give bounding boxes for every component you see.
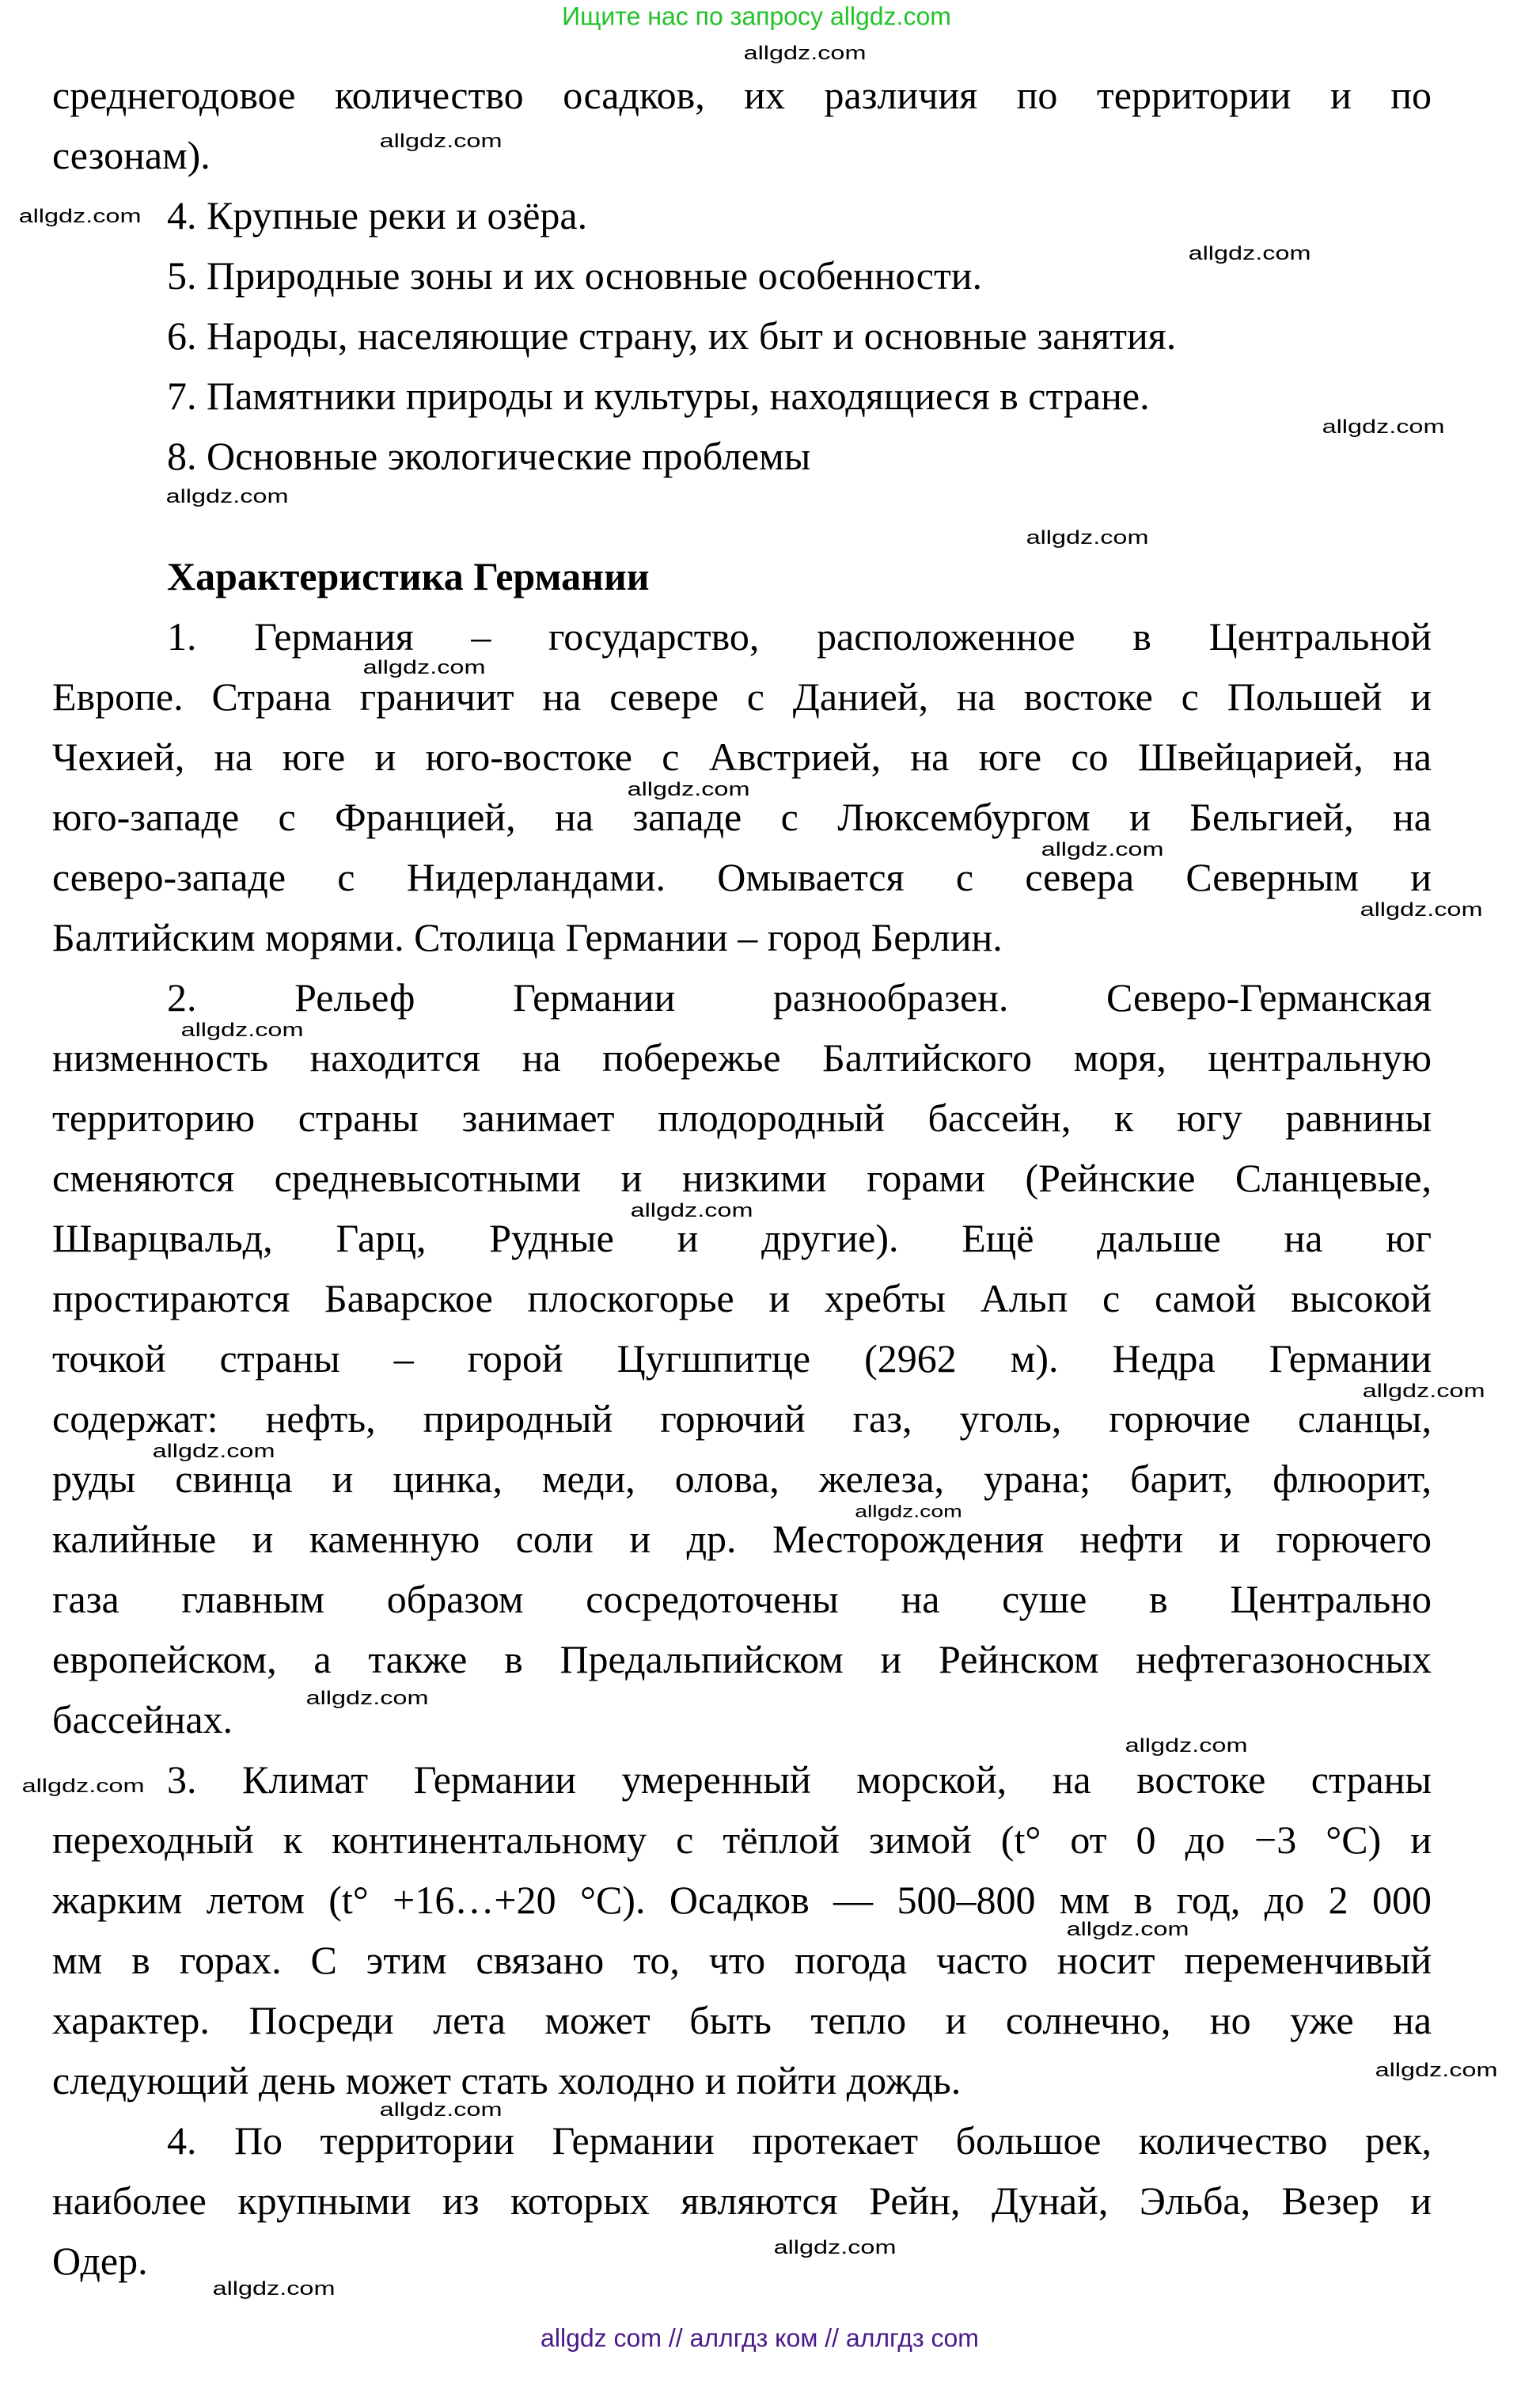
watermark: allgdz.com bbox=[1375, 2060, 1498, 2081]
watermark: allgdz.com bbox=[1188, 243, 1311, 264]
text-line: калийные и каменную соли и др. Месторождения нефти и горючего bbox=[52, 1517, 1432, 1561]
text-line: Шварцвальд, Гарц, Рудные и другие). Ещё дальше на юг bbox=[52, 1216, 1432, 1260]
text-line: 4. По территории Германии протекает большое количество рек, bbox=[167, 2118, 1432, 2163]
text-line: юго-западе с Францией, на западе с Люксембургом и Бельгией, на bbox=[52, 795, 1432, 839]
text-line: сменяются средневысотными и низкими горами (Рейнские Сланцевые, bbox=[52, 1156, 1432, 1200]
watermark: allgdz.com bbox=[627, 779, 750, 800]
text-line: мм в горах. С этим связано то, что погода часто носит переменчивый bbox=[52, 1938, 1432, 1982]
watermark: allgdz.com bbox=[1041, 839, 1164, 860]
text-line: содержат: нефть, природный горючий газ, уголь, горючие сланцы, bbox=[52, 1396, 1432, 1441]
watermark: allgdz.com bbox=[855, 1502, 962, 1521]
text-line: низменность находится на побережье Балтийского моря, центральную bbox=[52, 1035, 1432, 1080]
watermark: allgdz.com bbox=[773, 2237, 897, 2258]
text-line: среднегодовое количество осадков, их различия по территории и по bbox=[52, 73, 1432, 117]
section-heading: Характеристика Германии bbox=[167, 554, 650, 598]
text-line: северо-западе с Нидерландами. Омывается с севера Северным и bbox=[52, 855, 1432, 899]
watermark: allgdz.com bbox=[1322, 416, 1445, 438]
watermark: allgdz.com bbox=[212, 2278, 336, 2300]
text-line: сезонам). bbox=[52, 133, 211, 177]
list-item: 5. Природные зоны и их основные особенности. bbox=[167, 253, 983, 298]
text-line: руды свинца и цинка, меди, олова, железа, урана; барит, флюорит, bbox=[52, 1457, 1432, 1501]
watermark: allgdz.com bbox=[1066, 1919, 1189, 1940]
text-line: территорию страны занимает плодородный бассейн, к югу равнины bbox=[52, 1096, 1432, 1140]
text-line: бассейнах. bbox=[52, 1697, 233, 1742]
text-line: Одер. bbox=[52, 2239, 148, 2283]
text-line: жарким летом (t° +16…+20 °C). Осадков — 500–800 мм в год, до 2 000 bbox=[52, 1878, 1432, 1922]
text-line: следующий день может стать холодно и пойти дождь. bbox=[52, 2058, 962, 2102]
top-search-banner: Ищите нас по запросу allgdz.com bbox=[562, 2, 951, 31]
watermark: allgdz.com bbox=[180, 1020, 304, 1041]
document-body bbox=[52, 65, 1432, 2291]
text-line: Европе. Страна граничит на севере с Данией, на востоке с Польшей и bbox=[52, 674, 1432, 719]
list-item: 6. Народы, населяющие страну, их быт и основные занятия. bbox=[167, 313, 1177, 358]
watermark: allgdz.com bbox=[379, 2099, 503, 2121]
watermark: allgdz.com bbox=[630, 1200, 753, 1221]
watermark: allgdz.com bbox=[379, 131, 503, 152]
watermark: allgdz.com bbox=[21, 1776, 145, 1797]
watermark: allgdz.com bbox=[18, 206, 142, 227]
text-line: газа главным образом сосредоточены на суше в Центрально bbox=[52, 1577, 1432, 1621]
text-line: 2. Рельеф Германии разнообразен. Северо-Германская bbox=[167, 975, 1432, 1020]
text-line: точкой страны – горой Цугшпитце (2962 м). Недра Германии bbox=[52, 1336, 1432, 1381]
watermark: allgdz.com bbox=[743, 43, 867, 64]
watermark: allgdz.com bbox=[305, 1688, 429, 1709]
watermark: allgdz.com bbox=[165, 486, 289, 507]
text-line: европейском, а также в Предальпийском и Рейнском нефтегазоносных bbox=[52, 1637, 1432, 1681]
text-line: Балтийским морями. Столица Германии – город Берлин. bbox=[52, 915, 1003, 959]
list-item: 8. Основные экологические проблемы bbox=[167, 434, 811, 478]
watermark: allgdz.com bbox=[1360, 899, 1483, 921]
list-item: 7. Памятники природы и культуры, находящиеся в стране. bbox=[167, 374, 1150, 418]
text-line: Чехией, на юге и юго-востоке с Австрией, на юге со Швейцарией, на bbox=[52, 735, 1432, 779]
text-line: 1. Германия – государство, расположенное в Центральной bbox=[167, 614, 1432, 659]
watermark: allgdz.com bbox=[1125, 1735, 1248, 1757]
bottom-site-banner: allgdz com // аллгдз ком // аллгдз com bbox=[541, 2323, 979, 2353]
list-item: 4. Крупные реки и озёра. bbox=[167, 193, 588, 237]
text-line: 3. Климат Германии умеренный морской, на востоке страны bbox=[167, 1757, 1432, 1802]
watermark: allgdz.com bbox=[1026, 527, 1149, 549]
watermark: allgdz.com bbox=[152, 1441, 275, 1462]
text-line: наиболее крупными из которых являются Рейн, Дунай, Эльба, Везер и bbox=[52, 2178, 1432, 2223]
watermark: allgdz.com bbox=[362, 657, 486, 678]
watermark: allgdz.com bbox=[1362, 1381, 1485, 1402]
text-line: переходный к континентальному с тёплой зимой (t° от 0 до −3 °C) и bbox=[52, 1818, 1432, 1862]
text-line: простираются Баварское плоскогорье и хребты Альп с самой высокой bbox=[52, 1276, 1432, 1320]
text-line: характер. Посреди лета может быть тепло и солнечно, но уже на bbox=[52, 1998, 1432, 2042]
